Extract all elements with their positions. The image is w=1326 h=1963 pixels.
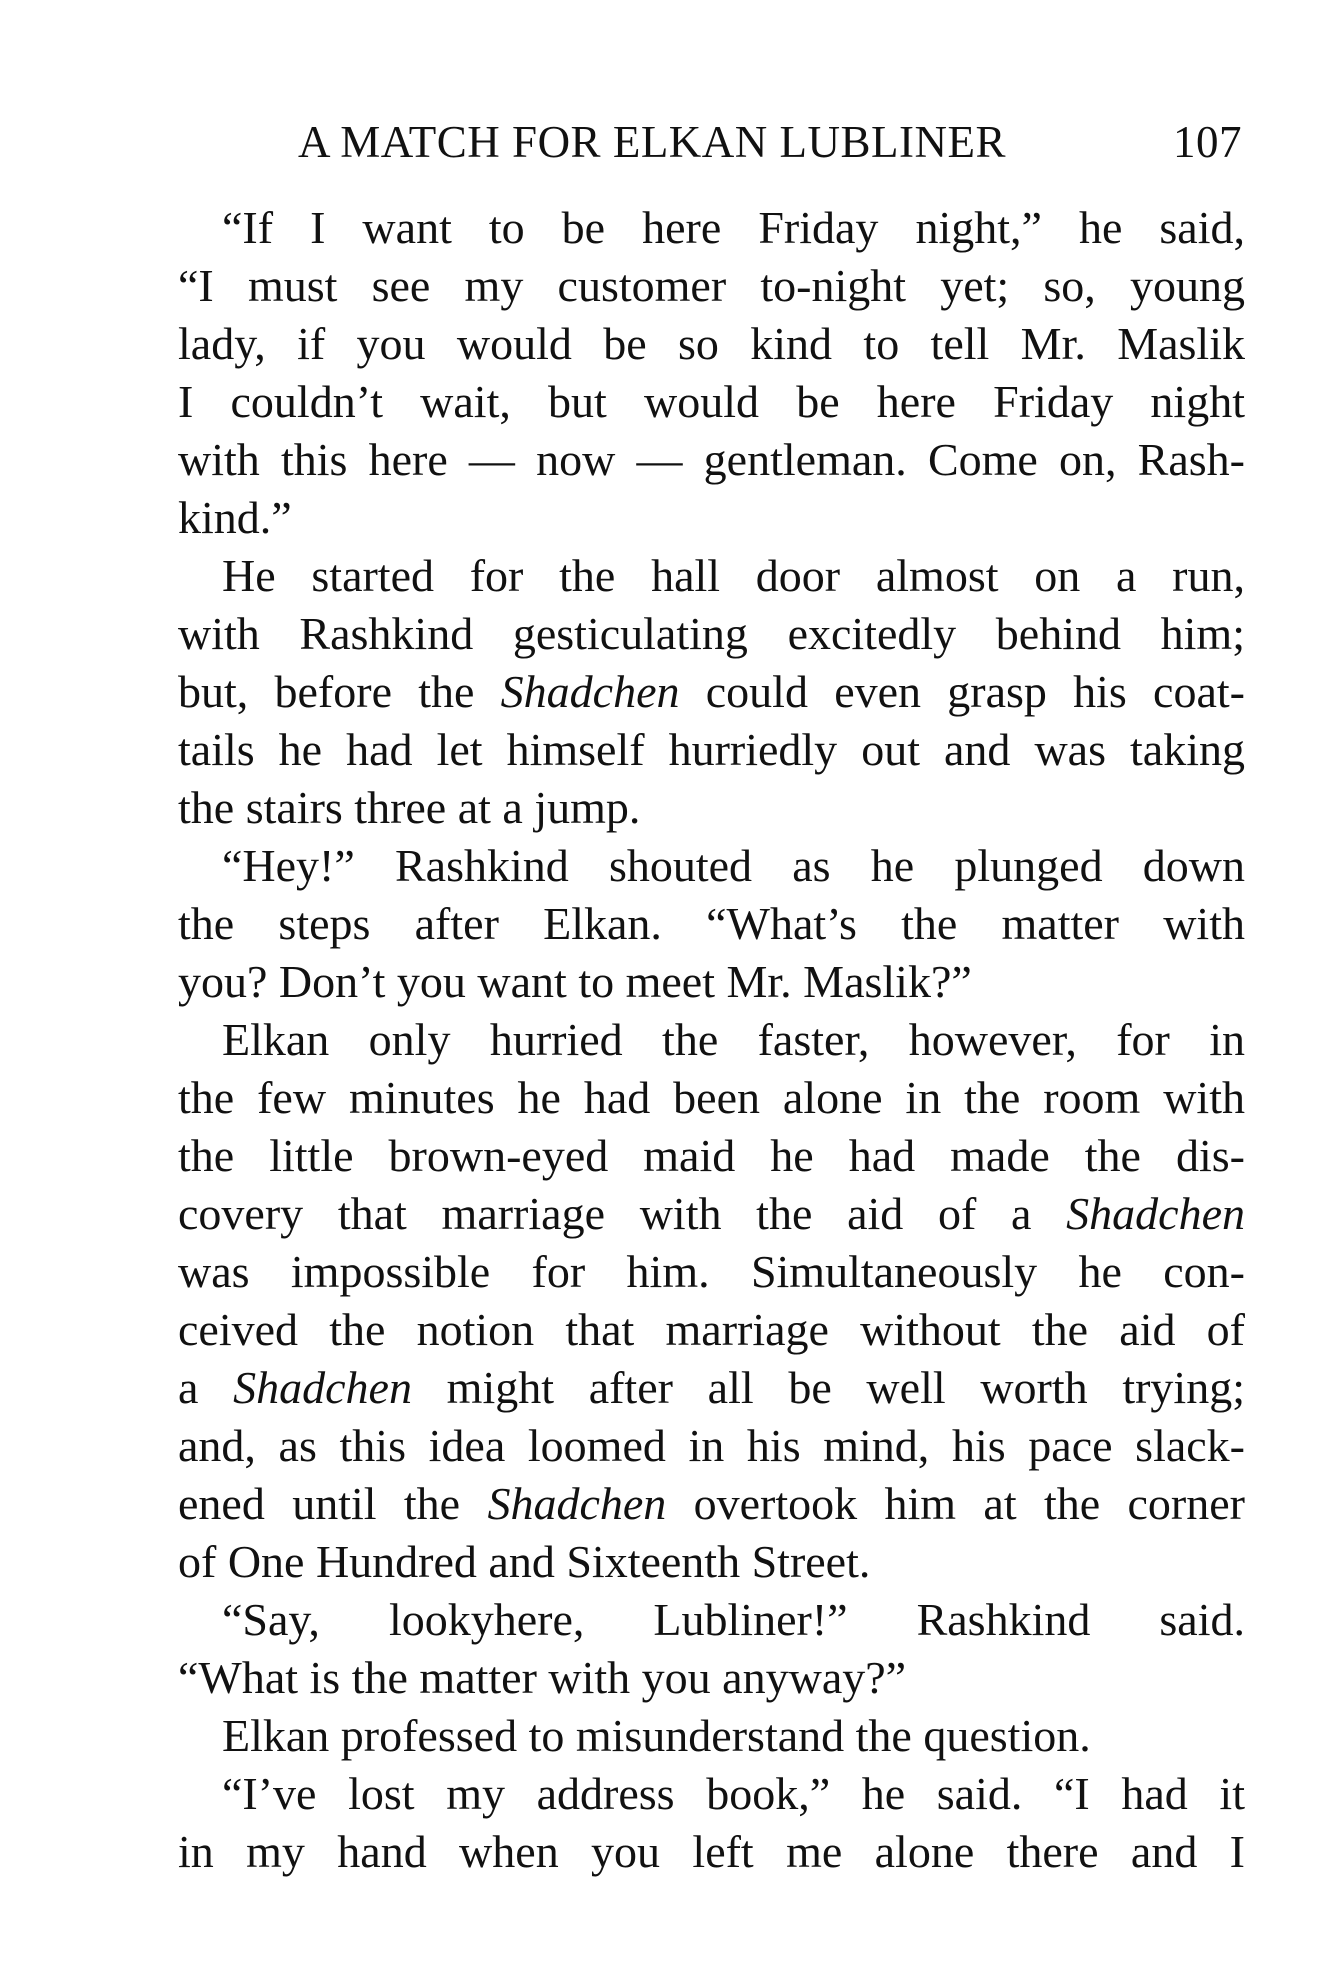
paragraph xyxy=(178,1011,1245,1591)
paragraph xyxy=(178,837,1245,1011)
page-number: 107 xyxy=(1173,117,1242,167)
text-line: with Rashkind gesticulating excitedly behind him; xyxy=(178,608,1245,659)
paragraph xyxy=(178,1765,1245,1881)
italic-term: Shadchen xyxy=(233,1362,412,1413)
text-line: Elkan professed to misunderstand the question. xyxy=(222,1710,1091,1761)
text-line: you? Don’t you want to meet Mr. Maslik?” xyxy=(178,956,972,1007)
running-title: A MATCH FOR ELKAN LUBLINER xyxy=(298,117,1007,167)
text-line: of One Hundred and Sixteenth Street. xyxy=(178,1536,871,1587)
text-line: tails he had let himself hurriedly out and was taking xyxy=(178,724,1245,775)
text-line: the few minutes he had been alone in the room with xyxy=(178,1072,1245,1123)
text-line: with this here — now — gentleman. Come on, Rash- xyxy=(178,434,1245,485)
text-line: was impossible for him. Simultaneously he con- xyxy=(178,1246,1245,1297)
text-line: the little brown-eyed maid he had made the dis- xyxy=(178,1130,1245,1181)
italic-term: Shadchen xyxy=(1066,1188,1245,1239)
text-line: lady, if you would be so kind to tell Mr. Maslik xyxy=(178,318,1245,369)
text-line: covery that marriage with the aid of a Shadchen xyxy=(178,1188,1245,1239)
paragraph xyxy=(178,547,1245,837)
text-line: “If I want to be here Friday night,” he said, xyxy=(222,202,1245,253)
paragraph xyxy=(178,199,1245,547)
paragraph xyxy=(178,1707,1245,1765)
text-line: ened until the Shadchen overtook him at the corner xyxy=(178,1478,1245,1529)
italic-term: Shadchen xyxy=(500,666,680,717)
text-line: “I’ve lost my address book,” he said. “I had it xyxy=(222,1768,1245,1819)
text-line: ceived the notion that marriage without the aid of xyxy=(178,1304,1245,1355)
text-line: in my hand when you left me alone there and I xyxy=(178,1826,1245,1877)
text-line: “What is the matter with you anyway?” xyxy=(178,1652,907,1703)
text-line: “Hey!” Rashkind shouted as he plunged down xyxy=(222,840,1245,891)
text-line: a Shadchen might after all be well worth trying; xyxy=(178,1362,1245,1413)
text-line: the steps after Elkan. “What’s the matter with xyxy=(178,898,1245,949)
text-line: “I must see my customer to-night yet; so, young xyxy=(178,260,1245,311)
running-header xyxy=(298,112,1242,172)
text-line: but, before the Shadchen could even grasp his coat- xyxy=(178,666,1245,717)
body-text xyxy=(178,199,1245,1881)
paragraph xyxy=(178,1591,1245,1707)
text-line: “Say, lookyhere, Lubliner!” Rashkind said. xyxy=(222,1594,1245,1645)
text-line: the stairs three at a jump. xyxy=(178,782,641,833)
text-line: and, as this idea loomed in his mind, his pace slack- xyxy=(178,1420,1245,1471)
text-line: He started for the hall door almost on a run, xyxy=(222,550,1245,601)
text-line: I couldn’t wait, but would be here Friday night xyxy=(178,376,1245,427)
text-line: kind.” xyxy=(178,492,292,543)
text-line: Elkan only hurried the faster, however, for in xyxy=(222,1014,1245,1065)
italic-term: Shadchen xyxy=(487,1478,667,1529)
